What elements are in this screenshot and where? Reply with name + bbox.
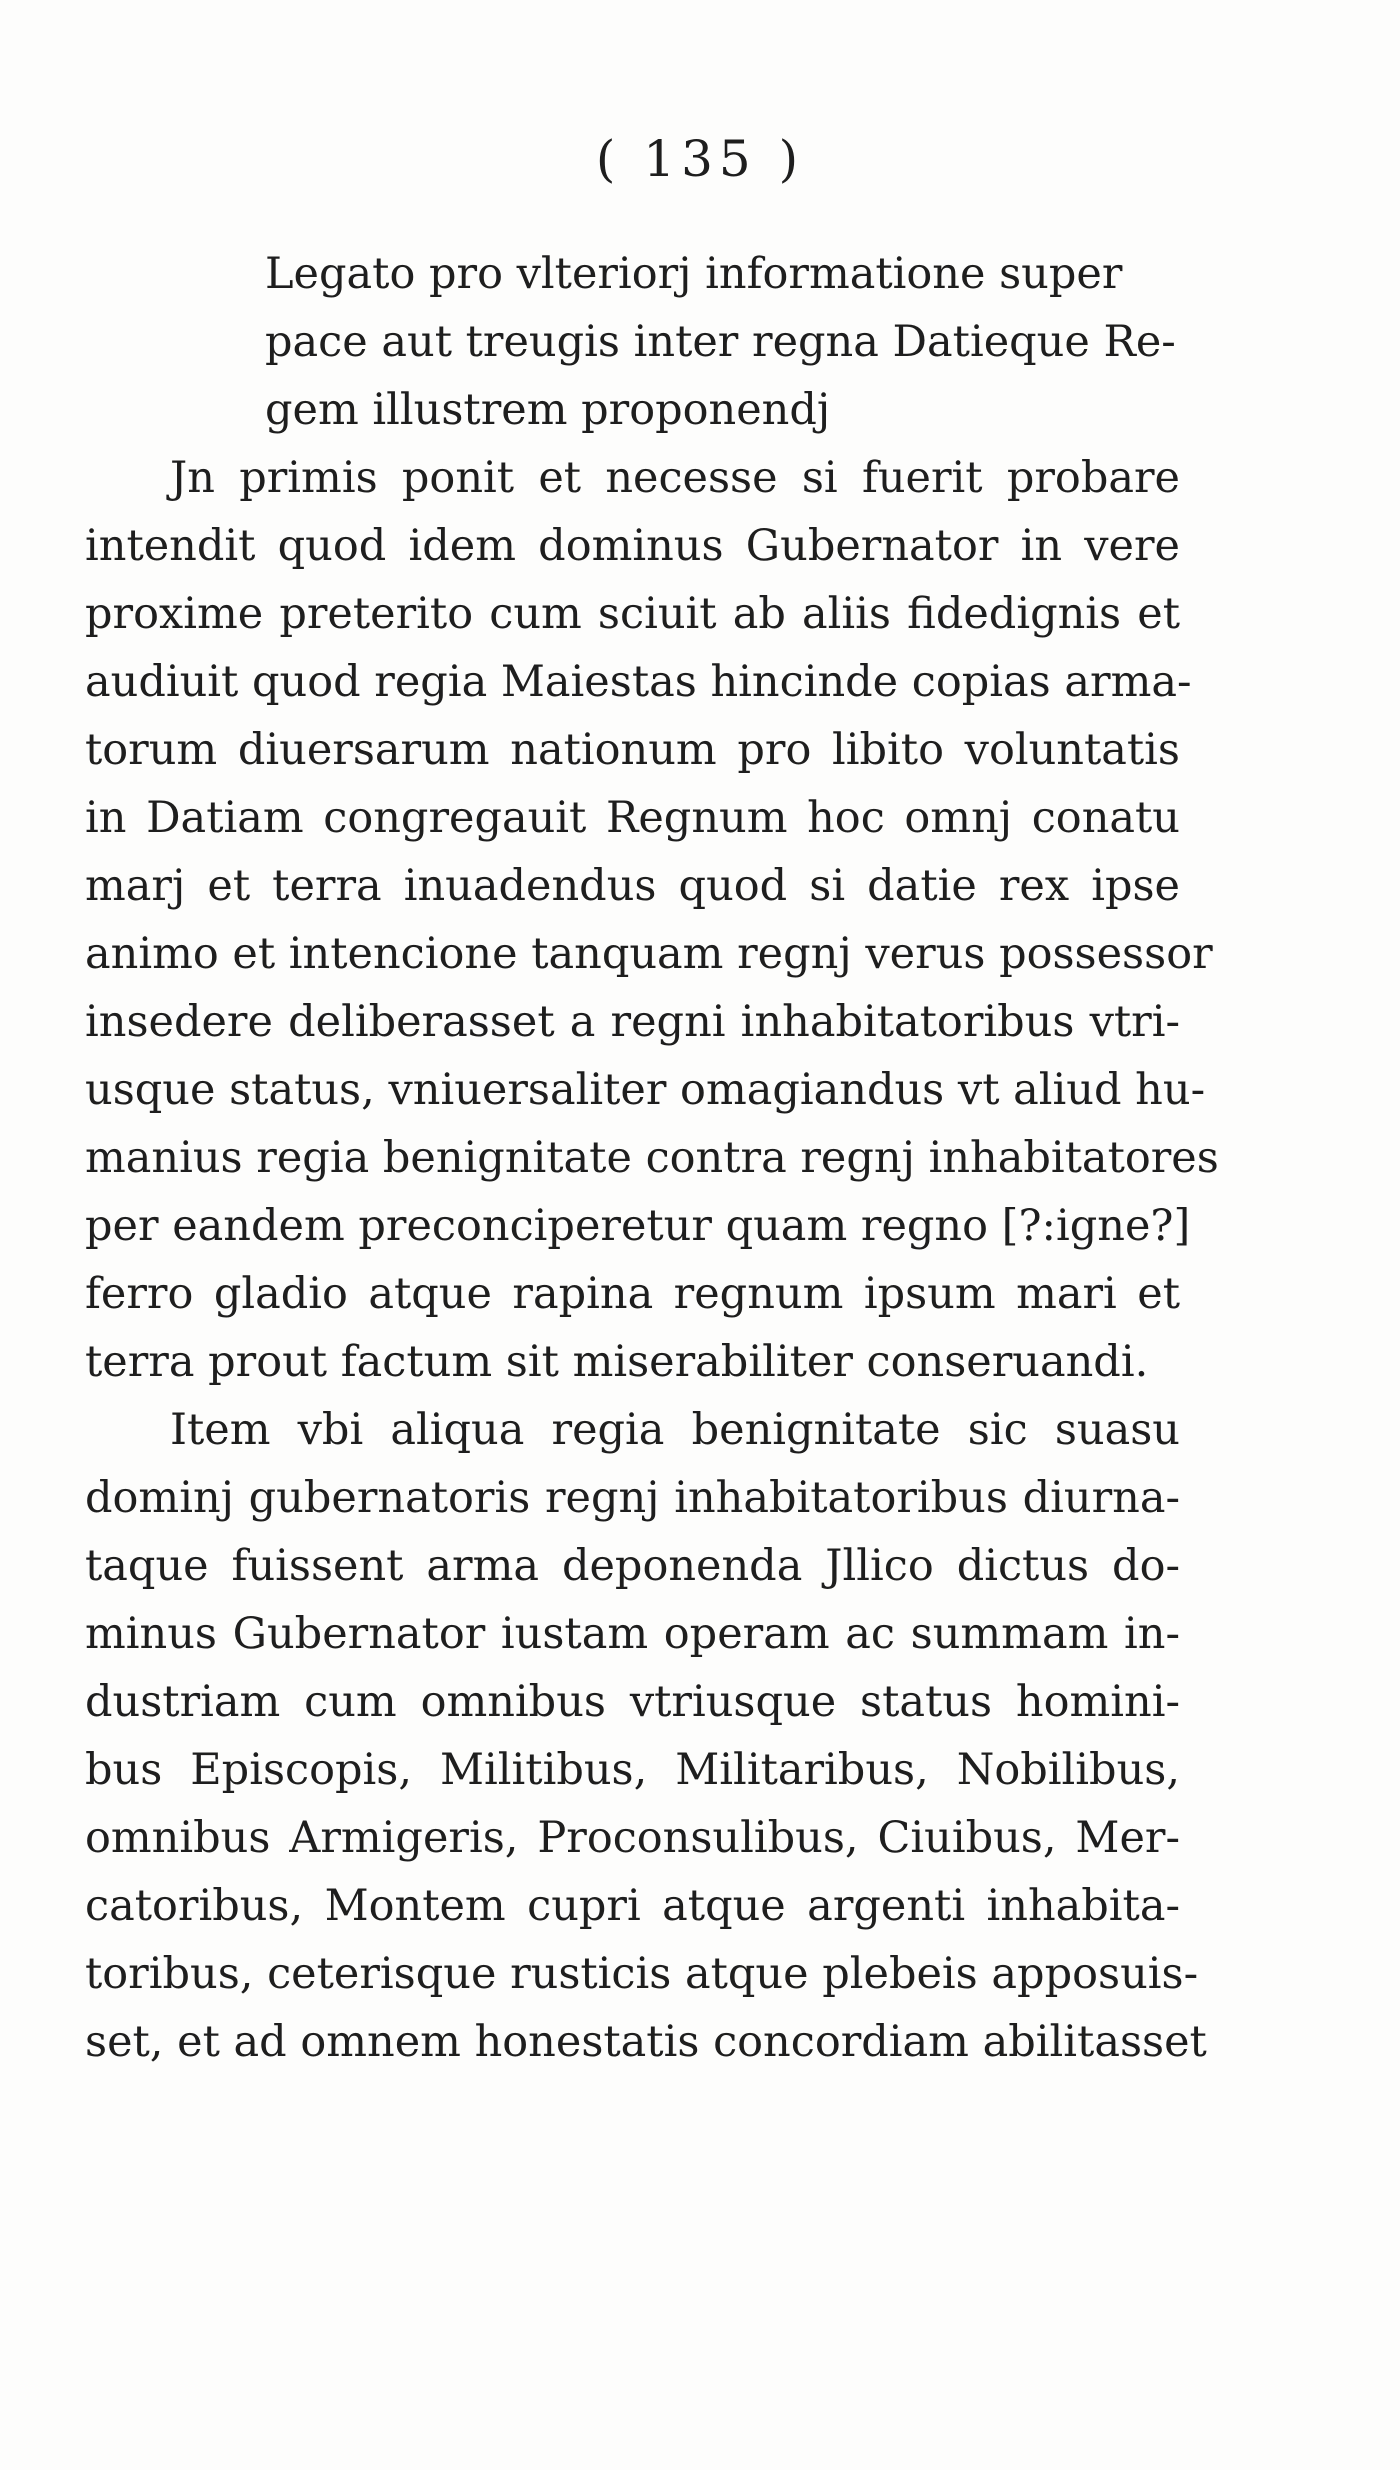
text-line: toribus, ceterisque rusticis atque plebeis apposuis- bbox=[85, 1949, 1199, 1999]
text-line: proxime preterito cum sciuit ab aliis fidedignis et bbox=[85, 589, 1180, 639]
text-line: dustriam cum omnibus vtriusque status homini- bbox=[85, 1677, 1180, 1727]
text-line: minus Gubernator iustam operam ac summam in- bbox=[85, 1609, 1180, 1659]
text-line: animo et intencione tanquam regnj verus possessor bbox=[85, 929, 1213, 979]
text-line: intendit quod idem dominus Gubernator in vere bbox=[85, 521, 1180, 571]
text-line: Item vbi aliqua regia benignitate sic suasu bbox=[170, 1405, 1180, 1455]
paragraph-1 bbox=[85, 444, 1219, 1396]
text-line: ferro gladio atque rapina regnum ipsum mari et bbox=[85, 1269, 1180, 1319]
text-line: Jn primis ponit et necesse si fuerit probare bbox=[170, 453, 1180, 503]
heading-line: Legato pro vlteriorj informatione super bbox=[265, 249, 1123, 299]
text-line: set, et ad omnem honestatis concordiam abilitasset bbox=[85, 2017, 1207, 2067]
heading-line: gem illustrem proponendj bbox=[265, 385, 831, 435]
text-line: per eandem preconciperetur quam regno [?:igne?] bbox=[85, 1201, 1191, 1251]
text-line: dominj gubernatoris regnj inhabitatoribus diurna- bbox=[85, 1473, 1180, 1523]
text-line: audiuit quod regia Maiestas hincinde copias arma- bbox=[85, 657, 1192, 707]
text-line: omnibus Armigeris, Proconsulibus, Ciuibus, Mer- bbox=[85, 1813, 1180, 1863]
text-line: manius regia benignitate contra regnj inhabitatores bbox=[85, 1133, 1219, 1183]
text-line: catoribus, Montem cupri atque argenti inhabita- bbox=[85, 1881, 1180, 1931]
text-line: usque status, vniuersaliter omagiandus vt aliud hu- bbox=[85, 1065, 1206, 1115]
heading-line: pace aut treugis inter regna Datieque Re- bbox=[265, 317, 1176, 367]
text-line: taque fuissent arma deponenda Jllico dictus do- bbox=[85, 1541, 1180, 1591]
section-heading bbox=[85, 240, 1180, 444]
text-line: insedere deliberasset a regni inhabitatoribus vtri- bbox=[85, 997, 1180, 1047]
text-line: terra prout factum sit miserabiliter conseruandi. bbox=[85, 1337, 1149, 1387]
text-line: in Datiam congregauit Regnum hoc omnj conatu bbox=[85, 793, 1180, 843]
text-line: marj et terra inuadendus quod si datie rex ipse bbox=[85, 861, 1180, 911]
paragraph-2 bbox=[85, 1396, 1207, 2076]
text-line: torum diuersarum nationum pro libito voluntatis bbox=[85, 725, 1180, 775]
text-line: bus Episcopis, Militibus, Militaribus, Nobilibus, bbox=[85, 1745, 1180, 1795]
page-number: ( 135 ) bbox=[595, 130, 805, 188]
